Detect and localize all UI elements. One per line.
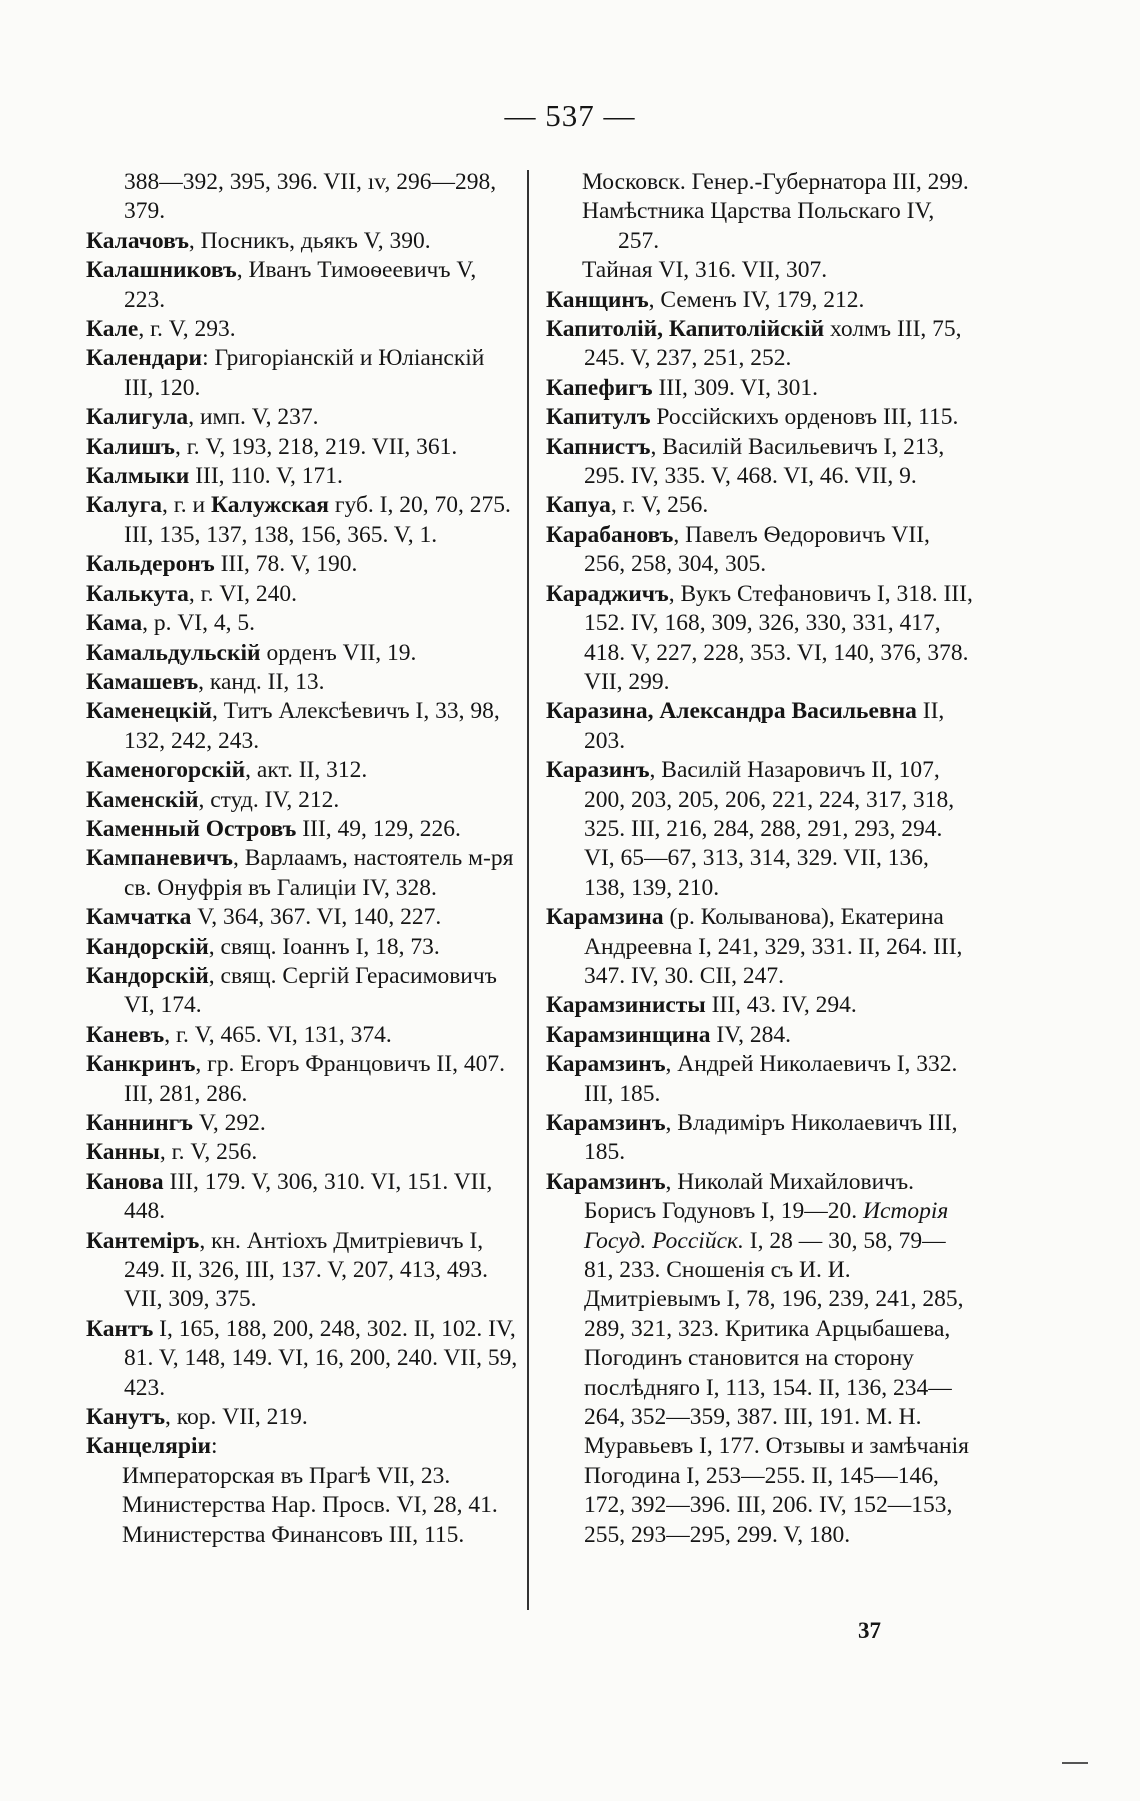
index-entry: [86, 462, 518, 491]
entry-headword: Кантъ: [86, 1315, 154, 1342]
entry-text: , канд. II, 13.: [198, 668, 325, 695]
entry-title-italic: Исторія Госуд. Россійск.: [584, 1198, 949, 1254]
entry-headword: Каразина, Александра Васильевна: [546, 698, 917, 725]
entry-headword: Карамзинъ: [546, 1168, 666, 1195]
index-entry: [86, 403, 518, 432]
index-entry: [546, 286, 974, 315]
entry-headword: Калуга: [86, 492, 163, 519]
entry-text: , Варлаамъ, настоятель м-ря св. Онуфрія въ Галиціи IV, 328.: [124, 845, 514, 901]
index-entry: [86, 1138, 518, 1167]
entry-headword: Камчатка: [86, 904, 192, 931]
entry-text: , Вукъ Стефановичъ I, 318. III, 152. IV, 168, 309, 326, 330, 331, 417, 418. V, 227, 228, 353. VI, 140, 376, 378. VII, 299.: [584, 580, 973, 695]
index-entry: [86, 433, 518, 462]
index-entry: [86, 756, 518, 785]
index-subentry: [546, 168, 974, 197]
entry-text: 388—392, 395, 396. VII, ıv, 296—298, 379.: [124, 169, 497, 225]
entry-headword: Канцеляріи: [86, 1433, 212, 1460]
entry-headword: Карамзинщина: [546, 1021, 711, 1048]
entry-headword: Калигула: [86, 404, 189, 431]
entry-headword: Калишъ: [86, 433, 175, 460]
entry-headword: Карамзинъ: [546, 1110, 666, 1136]
index-entry: [86, 844, 518, 903]
index-entry: [86, 786, 518, 815]
index-entry: [546, 433, 974, 492]
entry-text: , г. VI, 240.: [188, 580, 298, 607]
index-entry: [86, 903, 518, 932]
entry-text: орденъ VII, 19.: [260, 639, 417, 666]
index-entry: [86, 315, 518, 344]
entry-headword: Калужская: [211, 492, 330, 519]
entry-text: , г. V, 465. VI, 131, 374.: [164, 1021, 392, 1048]
index-entry: [546, 580, 974, 698]
index-entry: [546, 903, 974, 991]
entry-headword: Калашниковъ: [86, 257, 237, 284]
entry-headword: Карабановъ: [546, 521, 674, 548]
index-entry: [546, 403, 974, 432]
entry-text: , г. V, 293.: [138, 316, 236, 343]
index-entry: [546, 374, 974, 403]
entry-headword: Калмыки: [86, 463, 190, 490]
index-entry: [86, 1109, 518, 1138]
index-entry: [86, 639, 518, 668]
entry-headword: Каневъ: [86, 1021, 165, 1048]
entry-text: , г. и: [162, 492, 211, 519]
printer-signature-mark: 37: [858, 1618, 881, 1643]
index-column-right: [546, 168, 974, 1550]
entry-headword: Камальдульскій: [86, 639, 261, 666]
index-entry: [546, 315, 974, 374]
entry-text: Россійскихъ орденовъ III, 115.: [650, 404, 959, 431]
entry-headword: Капефигъ: [546, 374, 653, 401]
entry-text: III, 78. V, 190.: [214, 551, 358, 578]
index-entry: [546, 756, 974, 903]
entry-text: , г. V, 256.: [610, 492, 709, 519]
entry-headword: Капитолій, Капитолійскій: [546, 316, 825, 343]
entry-text: , Василій Назаровичъ II, 107, 200, 203, 205, 206, 221, 224, 317, 318, 325. III, 216, 284, 288, 291, 293, 294. VI, 65—67, 313, 314, 329. VII, 136, 138, 139, 210.: [584, 757, 955, 901]
entry-headword: Капуа: [546, 492, 611, 519]
entry-headword: Каннингъ: [86, 1110, 194, 1136]
entry-headword: Кале: [86, 316, 139, 343]
entry-text: , акт. II, 312.: [245, 757, 368, 784]
index-subentry: [546, 197, 974, 256]
index-entry: [86, 256, 518, 315]
entry-text: III, 110. V, 171.: [189, 463, 343, 490]
entry-headword: Каменогорскій: [86, 757, 246, 784]
entry-text: , г. V, 256.: [159, 1139, 258, 1166]
entry-text: III, 43. IV, 294.: [705, 992, 857, 1019]
entry-headword: Каменскій: [86, 786, 199, 813]
index-entry: [86, 609, 518, 638]
entry-headword: Капитулъ: [546, 404, 651, 431]
margin-mark: [1062, 1762, 1088, 1764]
index-entry: [546, 521, 974, 580]
index-entry: [86, 697, 518, 756]
entry-text: , Павелъ Ѳедоровичъ VII, 256, 258, 304, 305.: [584, 521, 930, 578]
entry-headword: Кама: [86, 610, 143, 637]
entry-text: губ. I, 20, 70, 275. III, 135, 137, 138, 156, 365. V, 1.: [124, 492, 511, 548]
index-entry: [546, 1168, 974, 1550]
subentry-text: Московск. Генер.-Губернатора III, 299.: [582, 169, 969, 195]
entry-headword: Калькута: [86, 580, 189, 607]
subentry-text: Императорская въ Прагѣ VII, 23.: [122, 1462, 451, 1489]
subentry-text: Намѣстника Царства Польскаго IV, 257.: [582, 198, 935, 254]
index-entry: [86, 815, 518, 844]
entry-text: , Семенъ IV, 179, 212.: [648, 286, 865, 313]
index-entry: [546, 1109, 974, 1168]
index-entry: [546, 491, 974, 520]
entry-text: холмъ III, 75, 245. V, 237, 251, 252.: [584, 316, 962, 372]
entry-text: V, 364, 367. VI, 140, 227.: [191, 904, 442, 931]
entry-text: , студ. IV, 212.: [198, 786, 340, 813]
entry-headword: Канутъ: [86, 1404, 166, 1431]
index-entry: [86, 491, 518, 550]
entry-text: , имп. V, 237.: [188, 404, 319, 431]
index-entry: [86, 1315, 518, 1403]
index-entry: [86, 933, 518, 962]
entry-text: , Василій Васильевичъ I, 213, 295. IV, 335. V, 468. VI, 46. VII, 9.: [584, 433, 945, 490]
index-entry: [86, 550, 518, 579]
subentry-text: Тайная VI, 316. VII, 307.: [582, 257, 828, 284]
entry-headword: Канны: [86, 1139, 160, 1166]
entry-text: , кор. VII, 219.: [165, 1404, 308, 1431]
entry-headword: Кальдеронъ: [86, 551, 215, 578]
index-subentry: [86, 1521, 518, 1550]
index-entry: [86, 1168, 518, 1227]
entry-text: III, 179. V, 306, 310. VI, 151. VII, 448.: [124, 1168, 493, 1225]
entry-text: V, 292.: [193, 1110, 266, 1136]
entry-headword: Канщинъ: [546, 286, 649, 313]
index-entry: [86, 1050, 518, 1109]
index-entry: [86, 1227, 518, 1315]
entry-text: , Андрей Николаевичъ I, 332. III, 185.: [584, 1051, 958, 1107]
entry-text: I, 165, 188, 200, 248, 302. II, 102. IV, 81. V, 148, 149. VI, 16, 200, 240. VII, 59, 423.: [124, 1315, 518, 1401]
index-entry: [86, 168, 518, 227]
entry-headword: Канкринъ: [86, 1051, 196, 1078]
entry-text: , свящ. Сергій Герасимовичъ VI, 174.: [124, 962, 497, 1019]
index-entry: [86, 1432, 518, 1461]
index-entry: [86, 962, 518, 1021]
entry-headword: Кандорскій: [86, 962, 209, 989]
index-entry: [546, 697, 974, 756]
entry-text: , Титъ Алексѣевичъ I, 33, 98, 132, 242, 243.: [124, 698, 500, 754]
index-entry: [546, 1050, 974, 1109]
index-entry: [546, 991, 974, 1020]
entry-headword: Карамзина: [546, 904, 664, 931]
index-subentry: [86, 1491, 518, 1520]
entry-text: :: [211, 1433, 218, 1460]
index-entry: [86, 227, 518, 256]
index-entry: [86, 1403, 518, 1432]
entry-text: I, 28 — 30, 58, 79—81, 233. Сношенія съ И. И. Дмитріевымъ I, 78, 196, 239, 241, 285, 289, 321, 323. Критика Арцыбашева, Погодинъ становится на сторону послѣдняго I, 113, 154. II, 136, 234—264, 352—359, 387. III, 191. М. Н. Муравьевъ I, 177. Отзывы и замѣчанія Погодина I, 253—255. II, 145—146, 172, 392—396. III, 206. IV, 152—153, 255, 293—295, 299. V, 180.: [584, 1227, 969, 1548]
entry-text: , свящ. Іоаннъ I, 18, 73.: [208, 933, 440, 960]
entry-headword: Каменецкій: [86, 698, 213, 725]
entry-text: , Посникъ, дьякъ V, 390.: [188, 227, 431, 254]
subentry-text: Министерства Финансовъ III, 115.: [122, 1521, 465, 1548]
entry-text: (р. Колыванова), Екатерина Андреевна I, 241, 329, 331. II, 264. III, 347. IV, 30. CII, 247.: [584, 904, 963, 989]
index-entry: [546, 1021, 974, 1050]
entry-text: , гр. Егоръ Францовичъ II, 407. III, 281, 286.: [124, 1051, 505, 1107]
subentry-text: Министерства Нар. Просв. VI, 28, 41.: [122, 1492, 498, 1519]
entry-text: , Иванъ Тимоѳеевичъ V, 223.: [124, 257, 477, 313]
entry-text: IV, 284.: [710, 1021, 792, 1048]
entry-headword: Каразинъ: [546, 757, 650, 784]
entry-text: , г. V, 193, 218, 219. VII, 361.: [174, 433, 458, 460]
entry-headword: Кандорскій: [86, 933, 209, 960]
column-divider: [527, 170, 529, 1610]
index-column-left: [86, 168, 518, 1550]
entry-text: , Николай Михайловичъ. Борисъ Годуновъ I, 19—20.: [584, 1168, 915, 1225]
entry-headword: Камашевъ: [86, 668, 199, 695]
entry-headword: Календари: [86, 345, 203, 372]
index-entry: [86, 344, 518, 403]
entry-headword: Карамзинисты: [546, 992, 706, 1019]
entry-text: , Владиміръ Николаевичъ III, 185.: [584, 1110, 958, 1166]
entry-headword: Кампаневичъ: [86, 845, 233, 872]
index-entry: [86, 580, 518, 609]
page-number: — 537 —: [504, 98, 636, 133]
index-subentry: [546, 256, 974, 285]
entry-text: III, 309. VI, 301.: [652, 374, 818, 401]
entry-text: , р. VI, 4, 5.: [142, 610, 255, 637]
entry-headword: Капнистъ: [546, 433, 651, 460]
entry-text: , кн. Антіохъ Дмитріевичъ I, 249. II, 326, III, 137. V, 207, 413, 493. VII, 309, 375.: [124, 1227, 489, 1313]
entry-headword: Карамзинъ: [546, 1051, 666, 1078]
entry-text: III, 49, 129, 226.: [296, 815, 461, 842]
entry-headword: Караджичъ: [546, 580, 669, 607]
entry-headword: Калачовъ: [86, 227, 189, 254]
entry-text: : Григоріанскій и Юліанскій III, 120.: [124, 345, 485, 401]
entry-text: II, 203.: [584, 698, 945, 754]
index-entry: [86, 668, 518, 697]
index-entry: [86, 1021, 518, 1050]
entry-headword: Кантеміръ: [86, 1227, 200, 1254]
index-subentry: [86, 1462, 518, 1491]
entry-headword: Каменный Островъ: [86, 815, 297, 842]
entry-headword: Канова: [86, 1168, 164, 1195]
